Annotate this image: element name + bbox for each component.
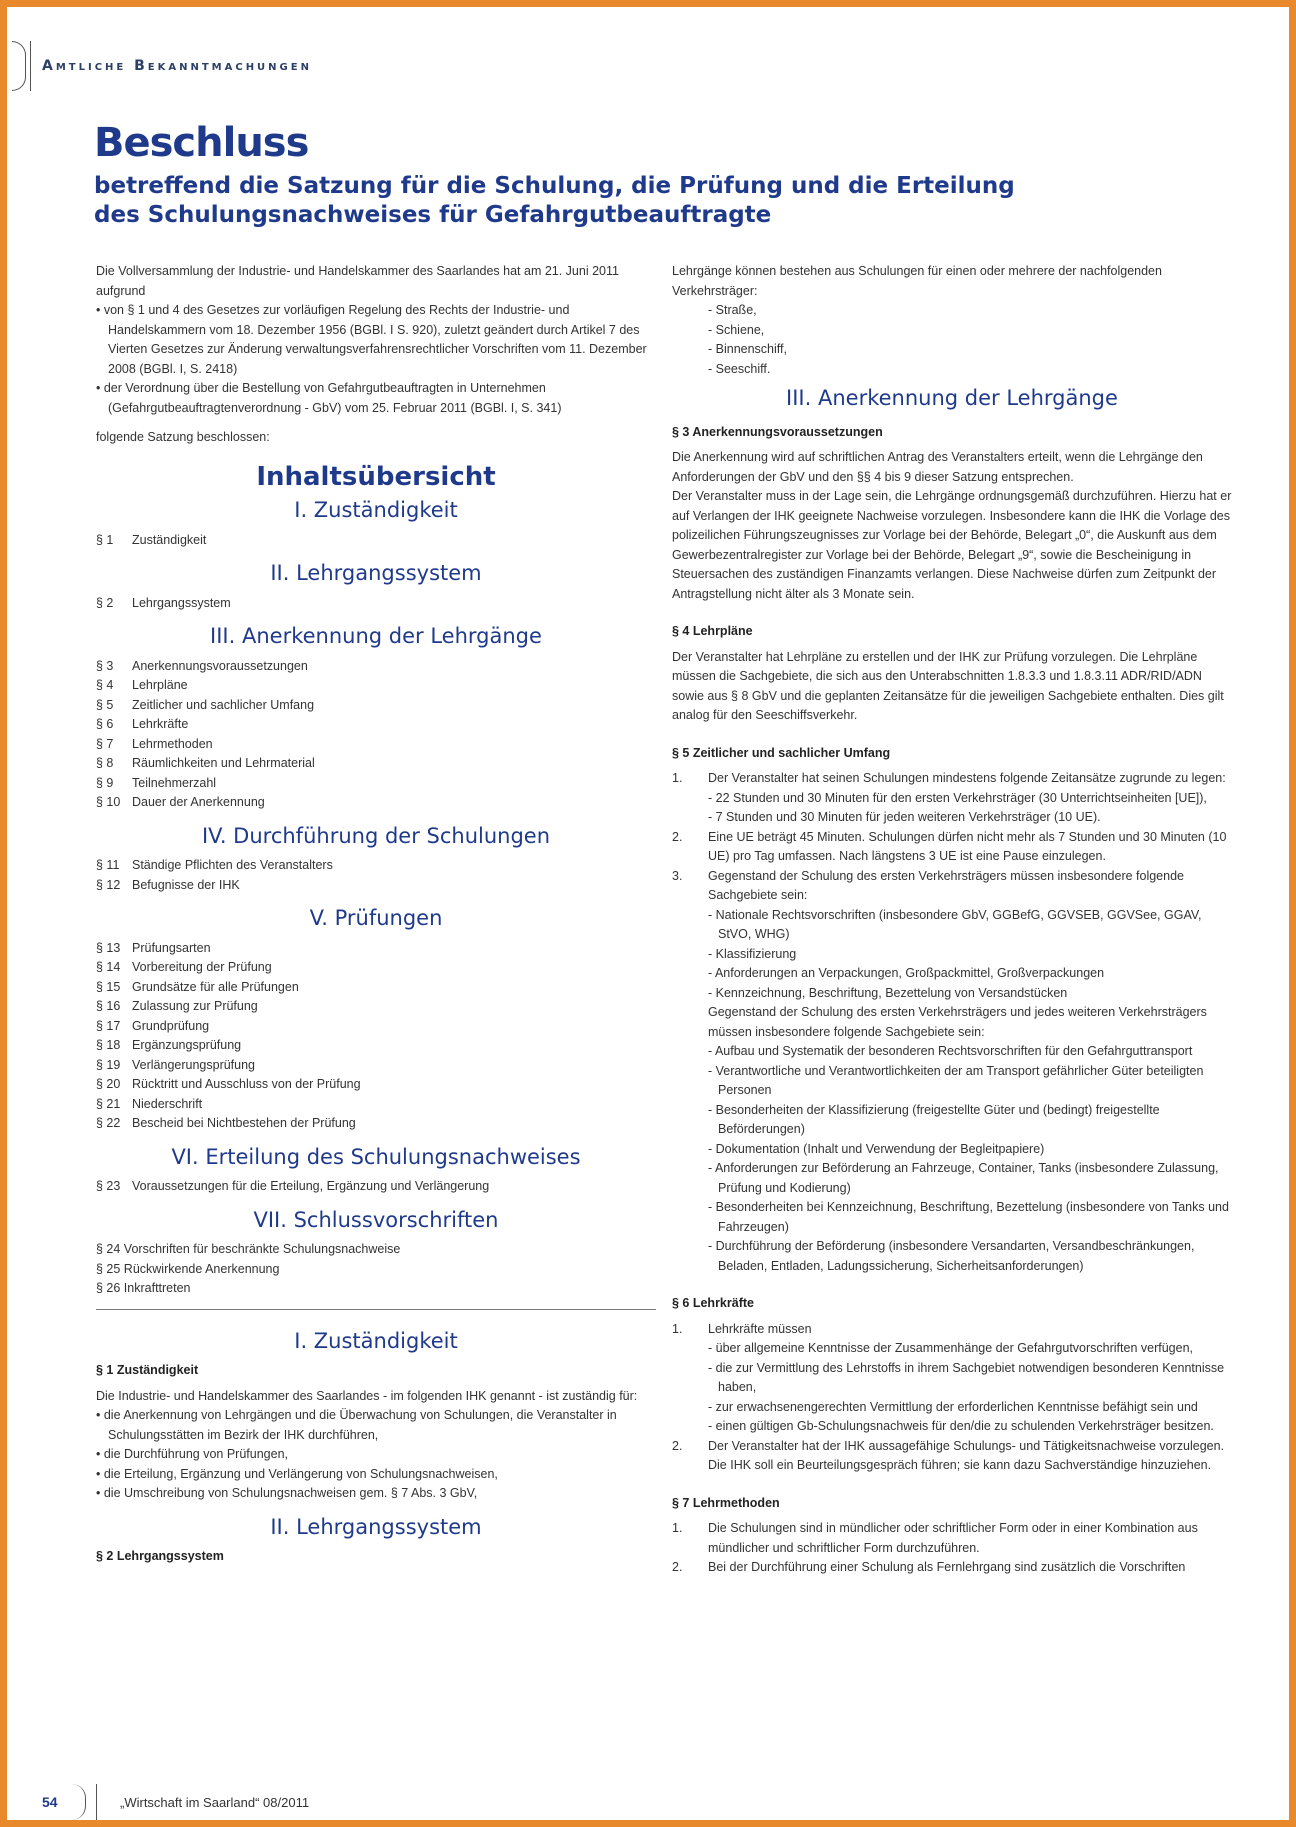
dash-item: - Durchführung der Beförderung (insbesondere Versandarten, Versandbeschränkungen, Beladen, Entladen, Ladungssicherung, Sicherheitsanforderungen): [708, 1239, 1195, 1273]
bullet-list: [96, 1406, 656, 1504]
dash-item: - Verantwortliche und Verantwortlichkeiten der am Transport gefährlicher Güter beteiligten Personen: [708, 1063, 1204, 1097]
toc-entry: [96, 939, 656, 959]
divider: [96, 1309, 656, 1310]
toc-entry-number: § 6: [96, 717, 114, 731]
toc-entry: [96, 594, 656, 614]
toc-entry-title: Ergänzungsprüfung: [132, 1038, 242, 1052]
paragraph-heading: § 6 Lehrkräfte: [672, 1296, 754, 1310]
toc-entry-title: Prüfungsarten: [132, 940, 211, 955]
left-column: [96, 262, 656, 1573]
toc-entry-number: § 5: [96, 697, 114, 712]
toc-entry-title: Lehrmethoden: [132, 736, 213, 751]
toc-list: [96, 531, 656, 551]
paragraph-text: Der Veranstalter muss in der Lage sein, die Lehrgänge ordnungsgemäß durchzuführen. Hierzu hat er auf Verlangen der IHK geeignete Nachweise vorzulegen. Insbesondere kann die IHK die Vorlage des polizeilichen Führungszeugnisses zur Vorlage bei der Behörde, Belegart „0“, die Auskunft aus dem Gewerbezentralregister zur Vorlage bei der Behörde, Belegart „9“, sowie die Bescheinigung in Steuersachen des zuständigen Finanzamts verlangen. Diese Nachweise dürfen zum Zeitpunkt der Antragstellung nicht älter als 3 Monate sein.: [672, 489, 1232, 601]
dash-item: - Aufbau und Systematik der besonderen Rechtsvorschriften für den Gefahrguttransport: [708, 1044, 1193, 1058]
toc-entry: [96, 997, 656, 1017]
paragraph-heading: § 1 Zuständigkeit: [96, 1363, 199, 1377]
bullet-item: • die Durchführung von Prüfungen,: [96, 1447, 288, 1461]
paragraph-heading: § 7 Lehrmethoden: [672, 1495, 780, 1510]
toc-entry-title: Anerkennungsvoraussetzungen: [132, 658, 308, 673]
toc-entry-number: § 7: [96, 736, 114, 751]
intro-paragraph: Die Vollversammlung der Industrie- und Handelskammer des Saarlandes hat am 21. Juni 2011 aufgrund: [96, 264, 619, 298]
paragraph-text: Die Anerkennung wird auf schriftlichen Antrag des Veranstalters erteilt, wenn die Lehrgänge den Anforderungen der GbV und den §§ 4 bis 9 dieser Satzung entsprechen.: [672, 450, 1203, 484]
toc-entry-number: § 1: [96, 532, 114, 547]
toc-entry-title: Rücktritt und Ausschluss von der Prüfung: [132, 1077, 361, 1091]
toc-entry: [96, 676, 656, 696]
toc-entry-number: § 2: [96, 595, 114, 610]
toc-entry: [96, 978, 656, 998]
toc-entry-title: Voraussetzungen für die Erteilung, Ergänzung und Verlängerung: [132, 1179, 490, 1193]
numbered-item: 2. Eine UE beträgt 45 Minuten. Schulungen dürfen nicht mehr als 7 Stunden und 30 Minuten (10 UE) pro Tag umfassen. Nach längstens 3 UE ist eine Pause einzulegen.: [672, 829, 1227, 863]
numbered-item: 3. Gegenstand der Schulung des ersten Verkehrsträgers müssen insbesondere folgende Sachgebiete sein: - Nationale Rechtsvorschriften (insbesondere GbV, GGBefG, GGVSEB, GGVSee, GGAV, StVO, WHG) - Klassifizierung - Anforderungen an Verpackungen, Großpackmittel, Großverpackungen - Kennzeichnung, Beschriftung, Bezettelung von Versandstücken Gegenstand der Schulung des ersten Verkehrsträgers und jedes weiteren Verkehrsträgers müssen insbesondere folgende Sachgebiete sein: - Aufbau und Systematik der besonderen Rechtsvorschriften für den Gefahrguttransport - Verantwortliche und Verantwortlichkeiten der am Transport gefährlicher Güter beteiligten Personen - Besonderheiten der Klassifizierung (freigestellte Güter und (bedingt) freigestellte Beförderungen) - Dokumentation (Inhalt und Verwendung der Begleitpapiere) - Anforderungen zur Beförderung an Fahrzeuge, Container, Tanks (insbesondere Zulassung, Prüfung und Kodierung) - Besonderheiten bei Kennzeichnung, Beschriftung, Bezettelung (insbesondere von Tanks und Fahrzeugen) - Durchführung der Beförderung (insbesondere Versandarten, Versandbeschränkungen, Beladen, Entladen, Ladungssicherung, Sicherheitsanforderungen): [672, 867, 1232, 1277]
toc-entry: [96, 1095, 656, 1115]
toc-entry-number: § 23: [96, 1179, 121, 1193]
numbered-item: 1. Die Schulungen sind in mündlicher oder schriftlicher Form oder in einer Kombination aus mündlicher und schriftlicher Form durchzuführen.: [672, 1521, 1198, 1555]
paragraph-heading: § 2 Lehrgangssystem: [96, 1549, 224, 1563]
bullet-item: • die Erteilung, Ergänzung und Verlängerung von Schulungsnachweisen,: [96, 1466, 498, 1481]
dash-list: [708, 1339, 1232, 1437]
toc-entry: [96, 876, 656, 896]
toc-section-title: I. Zuständigkeit: [294, 498, 458, 522]
toc-entry-number: § 21: [96, 1096, 121, 1111]
carrier-item: - Binnenschiff,: [708, 342, 787, 356]
section-heading: II. Lehrgangssystem: [270, 1514, 482, 1539]
dash-item: - die zur Vermittlung des Lehrstoffs in ihrem Sachgebiet notwendigen besonderen Kenntnisse haben,: [708, 1360, 1225, 1394]
toc-list: [96, 657, 656, 813]
carrier-item: - Seeschiff.: [708, 361, 771, 376]
toc-entry-title: Verlängerungsprüfung: [132, 1057, 256, 1072]
carrier-item: - Straße,: [708, 303, 757, 317]
subtitle-line-1: betreffend die Satzung für die Schulung, die Prüfung und die Erteilung: [94, 173, 1015, 199]
dash-item: - Anforderungen an Verpackungen, Großpackmittel, Großverpackungen: [708, 966, 1105, 980]
toc-entry: § 24 Vorschriften für beschränkte Schulungsnachweise: [96, 1242, 401, 1256]
subtitle-line-2: des Schulungsnachweises für Gefahrgutbeauftragte: [94, 202, 772, 228]
dash-list: [708, 906, 1232, 1004]
dash-list: [708, 1042, 1232, 1276]
bullet-item: • die Umschreibung von Schulungsnachweisen gem. § 7 Abs. 3 GbV,: [96, 1486, 478, 1500]
intro-bullet: • von § 1 und 4 des Gesetzes zur vorläufigen Regelung des Rechts der Industrie- und Handelskammern vom 18. Dezember 1956 (BGBl. I S. 920), zuletzt geändert durch Artikel 7 des Vierten Gesetzes zur Änderung verwaltungsverfahrensrechtlicher Vorschriften vom 11. Dezember 2008 (BGBl. I, S. 2418): [96, 303, 647, 376]
paragraph-text: Der Veranstalter hat Lehrpläne zu erstellen und der IHK zur Prüfung vorzulegen. Die Lehrpläne müssen die Sachgebiete, die sich aus den Unterabschnitten 1.8.3.3 und 1.8.3.11 ADR/RID/ADN sowie aus § 8 GbV und die geplanten Zeitansätze für die jeweiligen Sachgebiete enthalten. Dies gilt analog für den Seeschiffsverkehr.: [672, 649, 1224, 722]
toc-entry-number: § 12: [96, 877, 121, 892]
page-footer: [12, 1784, 612, 1820]
toc-entry-number: § 9: [96, 775, 114, 790]
toc-entry-title: Lehrkräfte: [132, 717, 189, 731]
section-heading: I. Zuständigkeit: [294, 1328, 458, 1353]
toc-entry-title: Räumlichkeiten und Lehrmaterial: [132, 756, 315, 770]
header-bracket: [12, 41, 34, 91]
toc-entry-title: Teilnehmerzahl: [132, 775, 217, 790]
toc-entry: [96, 1036, 656, 1056]
toc-entry-title: Zulassung zur Prüfung: [132, 999, 258, 1013]
toc-entry-title: Bescheid bei Nichtbestehen der Prüfung: [132, 1116, 356, 1130]
footer-bracket: [68, 1784, 86, 1820]
dash-item: - Besonderheiten bei Kennzeichnung, Beschriftung, Bezettelung (insbesondere von Tanks und Fahrzeugen): [708, 1200, 1229, 1234]
intro-bullet: • der Verordnung über die Bestellung von Gefahrgutbeauftragten in Unternehmen (Gefahrgutbeauftragtenverordnung - GbV) vom 25. Februar 2011 (BGBl. I, S. 341): [96, 381, 562, 415]
toc-entry: [96, 735, 656, 755]
toc-entry: [96, 856, 656, 876]
toc-entry-number: § 15: [96, 979, 121, 994]
toc-section-title: V. Prüfungen: [309, 906, 443, 930]
toc-entry-title: Vorbereitung der Prüfung: [132, 960, 272, 974]
toc-section-title: IV. Durchführung der Schulungen: [201, 823, 551, 848]
intro-closing: folgende Satzung beschlossen:: [96, 430, 270, 444]
dash-item: - zur erwachsenengerechten Vermittlung der erforderlichen Kenntnisse befähigt sein und: [708, 1399, 1198, 1414]
toc-entry-title: Ständige Pflichten des Veranstalters: [132, 858, 333, 872]
dash-item: - einen gültigen Gb-Schulungsnachweis für den/die zu schulenden Verkehrsträger besitzen.: [708, 1419, 1214, 1433]
dash-item: - über allgemeine Kenntnisse der Zusammenhänge der Gefahrgutvorschriften verfügen,: [708, 1341, 1193, 1355]
toc-entry: [96, 754, 656, 774]
dash-item: - Kennzeichnung, Beschriftung, Bezettelung von Versandstücken: [708, 985, 1068, 1000]
paragraph-text: Lehrgänge können bestehen aus Schulungen für einen oder mehrere der nachfolgenden Verkehrsträger:: [672, 264, 1162, 298]
toc-entry: [96, 958, 656, 978]
toc-list: [96, 1240, 656, 1299]
toc-entry-number: § 17: [96, 1018, 121, 1033]
numbered-item: 2. Bei der Durchführung einer Schulung als Fernlehrgang sind zusätzlich die Vorschriften: [672, 1560, 1186, 1574]
toc-entry-number: § 19: [96, 1057, 121, 1072]
toc-entry-title: Lehrpläne: [132, 678, 188, 692]
toc-entry: [96, 531, 656, 551]
bullet-item: • die Anerkennung von Lehrgängen und die Überwachung von Schulungen, die Veranstalter in Schulungsstätten im Bezirk der IHK durchführen,: [96, 1408, 617, 1442]
toc-entry-title: Dauer der Anerkennung: [132, 795, 265, 809]
toc-list: [96, 939, 656, 1134]
numbered-item: 2. Der Veranstalter hat der IHK aussagefähige Schulungs- und Tätigkeitsnachweise vorzulegen. Die IHK soll ein Beurteilungsgespräch führen; sie kann dazu Sachverständige hinzuziehen.: [672, 1438, 1225, 1472]
toc-entry: [96, 1056, 656, 1076]
toc-entry-title: Lehrgangssystem: [132, 595, 231, 610]
toc-entry: [96, 774, 656, 794]
toc-entry: [96, 1017, 656, 1037]
toc-entry-number: § 14: [96, 960, 121, 974]
page-number: 54: [42, 1794, 58, 1810]
toc-section-title: II. Lehrgangssystem: [270, 561, 482, 585]
numbered-item: 1. Der Veranstalter hat seinen Schulungen mindestens folgende Zeitansätze zugrunde zu legen: - 22 Stunden und 30 Minuten für den ersten Verkehrsträger (30 Unterrichtseinheiten [UE]), - 7 Stunden und 30 Minuten für jeden weiteren Verkehrsträger (10 UE).: [672, 771, 1226, 824]
carrier-item: - Schiene,: [708, 322, 765, 337]
running-header: [12, 40, 612, 92]
dash-item: - Dokumentation (Inhalt und Verwendung der Begleitpapiere): [708, 1141, 1045, 1156]
toc-list: [96, 1177, 656, 1197]
toc-entry: [96, 1075, 656, 1095]
toc-entry: [96, 1114, 656, 1134]
toc-entry-title: Zuständigkeit: [132, 532, 207, 547]
section-label: Amtliche Bekanntmachungen: [42, 58, 312, 74]
paragraph-heading: § 5 Zeitlicher und sachlicher Umfang: [672, 745, 891, 760]
paragraph-heading: § 4 Lehrpläne: [672, 624, 753, 638]
toc-entry-number: § 18: [96, 1038, 121, 1052]
toc-heading: Inhaltsübersicht: [256, 461, 496, 492]
toc-entry-number: § 13: [96, 940, 121, 955]
publication-name: „Wirtschaft im Saarland“ 08/2011: [120, 1794, 310, 1810]
right-column: [672, 262, 1232, 1578]
toc-entry-title: Befugnisse der IHK: [132, 877, 240, 892]
toc-entry-number: § 20: [96, 1077, 121, 1091]
dash-item: - Anforderungen zur Beförderung an Fahrzeuge, Container, Tanks (insbesondere Zulassung, Prüfung und Kodierung): [708, 1161, 1219, 1195]
carrier-list: [672, 301, 1232, 379]
section-heading: III. Anerkennung der Lehrgänge: [786, 386, 1118, 410]
main-title: Beschluss: [94, 120, 309, 166]
toc-entry-number: § 22: [96, 1116, 121, 1130]
dash-item: - Nationale Rechtsvorschriften (insbesondere GbV, GGBefG, GGVSEB, GGVSee, GGAV, StVO, WHG): [708, 907, 1202, 941]
toc-list: [96, 856, 656, 895]
toc-entry: § 25 Rückwirkende Anerkennung: [96, 1261, 280, 1276]
toc-entry-number: § 3: [96, 658, 114, 673]
toc-entry-number: § 10: [96, 795, 121, 809]
title-block: [94, 120, 1224, 230]
toc-entry: [96, 657, 656, 677]
toc-entry-title: Grundprüfung: [132, 1018, 210, 1033]
toc-entry-title: Zeitlicher und sachlicher Umfang: [132, 697, 315, 712]
toc-entry-number: § 4: [96, 678, 114, 692]
toc-entry: [96, 715, 656, 735]
numbered-item: 1. Lehrkräfte müssen - über allgemeine Kenntnisse der Zusammenhänge der Gefahrgutvorschriften verfügen, - die zur Vermittlung des Lehrstoffs in ihrem Sachgebiet notwendigen besonderen Kenntnisse haben, - zur erwachsenengerechten Vermittlung der erforderlichen Kenntnisse befähigt sein und - einen gültigen Gb-Schulungsnachweis für den/die zu schulenden Verkehrsträger besitzen.: [672, 1320, 1232, 1437]
toc-entry: § 26 Inkrafttreten: [96, 1281, 191, 1295]
toc-entry: [96, 696, 656, 716]
toc-section-title: III. Anerkennung der Lehrgänge: [210, 624, 542, 648]
toc-entry-number: § 16: [96, 999, 121, 1013]
toc-entry-title: Niederschrift: [132, 1096, 203, 1111]
paragraph-heading: § 3 Anerkennungsvoraussetzungen: [672, 424, 883, 439]
toc-entry-number: § 11: [96, 858, 120, 872]
toc-list: [96, 594, 656, 614]
dash-item: - Besonderheiten der Klassifizierung (freigestellte Güter und (bedingt) freigestellte Beförderungen): [708, 1102, 1160, 1136]
dash-item: - Klassifizierung: [708, 946, 797, 961]
toc-entry: [96, 1177, 656, 1197]
toc-section-title: VI. Erteilung des Schulungsnachweises: [171, 1144, 581, 1169]
toc-entry-number: § 8: [96, 756, 114, 770]
paragraph-text: Die Industrie- und Handelskammer des Saarlandes - im folgenden IHK genannt - ist zuständig für:: [96, 1388, 638, 1403]
toc-entry: [96, 793, 656, 813]
toc-entry-title: Grundsätze für alle Prüfungen: [132, 979, 299, 994]
toc-section-title: VII. Schlussvorschriften: [253, 1207, 499, 1232]
